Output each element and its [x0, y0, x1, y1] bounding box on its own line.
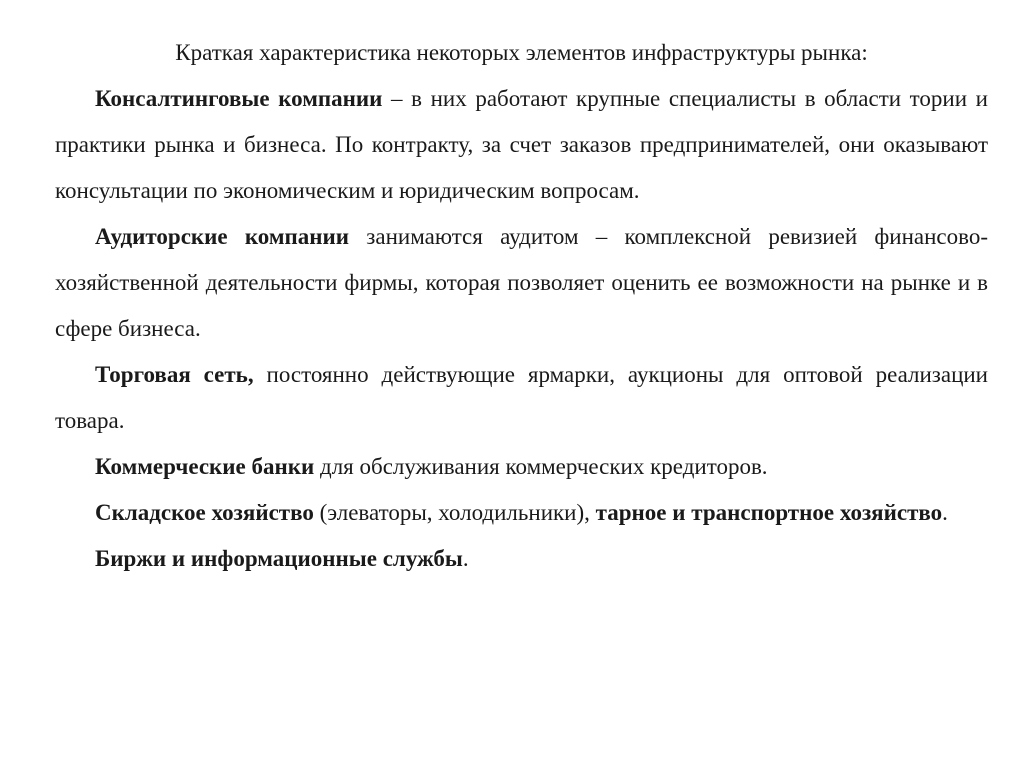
term-warehouse: Складское хозяйство	[95, 500, 314, 525]
term-exchanges: Биржи и информационные службы	[95, 546, 463, 571]
term-consulting: Консалтинговые компании	[95, 86, 383, 111]
text-banks: для обслуживания коммерческих кредиторов.	[314, 454, 768, 479]
paragraph-exchanges	[55, 536, 988, 582]
text-consulting: – в них работают крупные специалисты в области тории и практики рынка и бизнеса. По контракту, за счет заказов предпринимателей, они оказывают консультации по экономическим и юридическим вопросам.	[55, 86, 988, 203]
paragraph-banks	[55, 444, 988, 490]
term-banks: Коммерческие банки	[95, 454, 315, 479]
document-page	[55, 30, 988, 582]
paragraph-audit	[55, 214, 988, 352]
text-audit: занимаются аудитом – комплексной ревизией финансово-хозяйственной деятельности фирмы, которая позволяет оценить ее возможности на рынке и в сфере бизнеса.	[55, 224, 988, 341]
term-audit: Аудиторские компании	[95, 224, 350, 249]
document-title: Краткая характеристика некоторых элементов инфраструктуры рынка:	[175, 40, 868, 65]
paragraph-trade	[55, 352, 988, 444]
paragraph-warehouse	[55, 490, 988, 536]
term-transport: тарное и транспортное хозяйство	[595, 500, 943, 525]
text-trade: постоянно действующие ярмарки, аукционы для оптовой реализации товара.	[55, 362, 988, 433]
term-trade: Торговая сеть,	[95, 362, 254, 387]
text-exchanges: .	[462, 546, 469, 571]
text-transport-end: .	[942, 500, 948, 525]
text-warehouse: (элеваторы, холодильники),	[313, 500, 596, 525]
paragraph-consulting	[55, 76, 988, 214]
